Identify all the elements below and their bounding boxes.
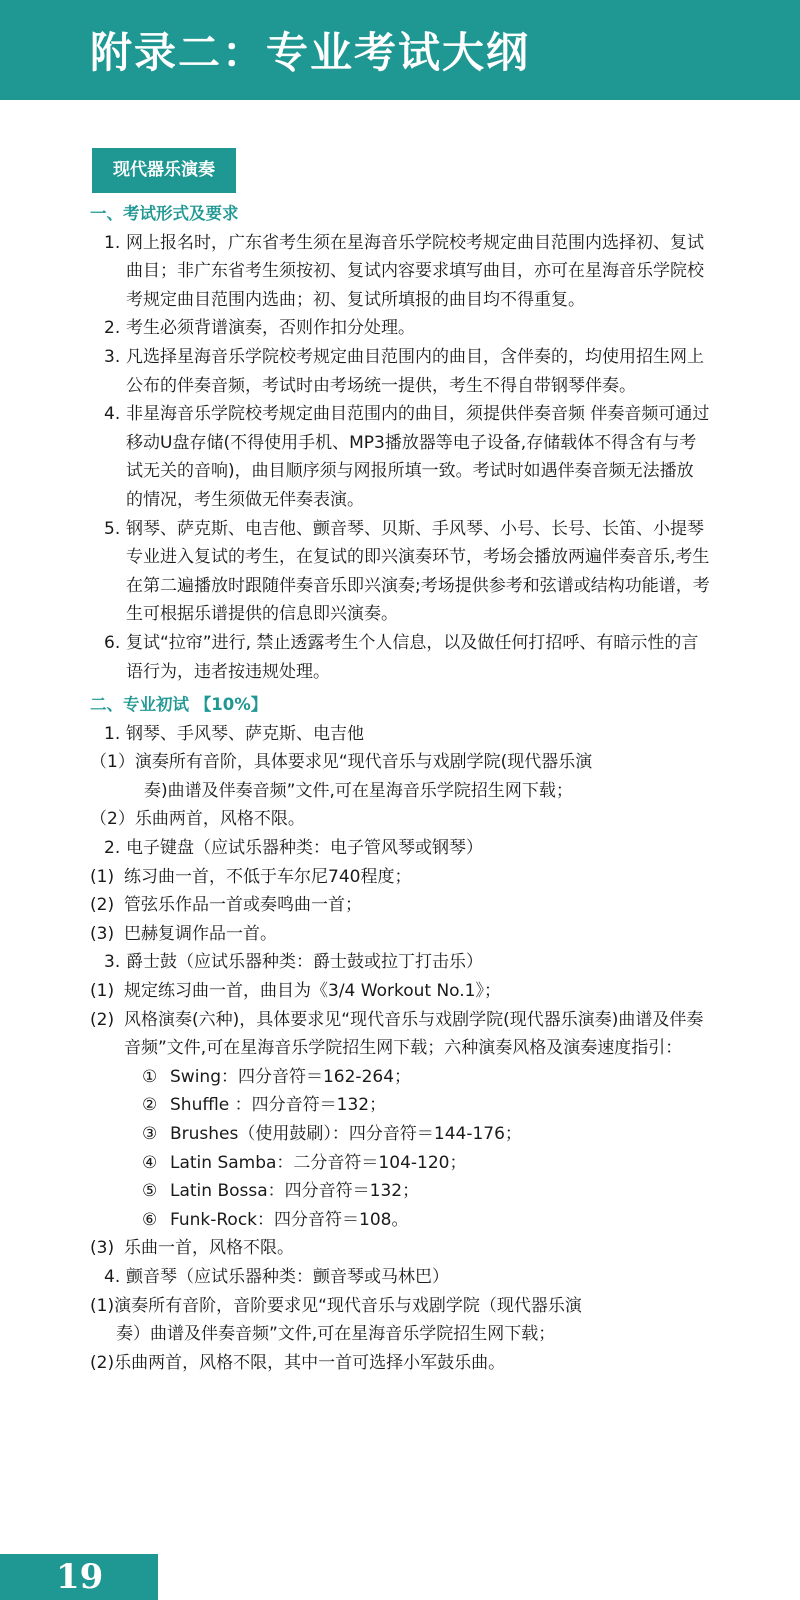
list-item: (2) 乐曲两首，风格不限，其中一首可选择小军鼓乐曲。 — [90, 1352, 506, 1373]
list-item: 6. 复试“拉帘”进行, 禁止透露考生个人信息，以及做任何打招呼、有暗示性的言语行为，违者按违规处理。 — [104, 632, 699, 682]
style-item: ③ Brushes（使用鼓刷）：四分音符＝144-176； — [142, 1124, 522, 1144]
list-item: 3. 凡选择星海音乐学院校考规定曲目范围内的曲目，含伴奏的，均使用招生网上公布的伴奏音频，考试时由考场统一提供，考生不得自带钢琴伴奏。 — [104, 346, 704, 396]
list-item: (3) 巴赫复调作品一首。 — [90, 923, 277, 944]
part2-heading: 二、专业初试 【10%】 — [90, 695, 268, 715]
page-number: 19 — [56, 1557, 104, 1597]
list-item: (2) 管弦乐作品一首或奏鸣曲一首； — [90, 895, 362, 916]
list-item: (3) 乐曲一首，风格不限。 — [90, 1238, 294, 1259]
list-item: （1） 演奏所有音阶，具体要求见“现代音乐与戏剧学院(现代器乐演 — [90, 752, 593, 773]
list-item: (2) 风格演奏(六种)，具体要求见“现代音乐与戏剧学院(现代器乐演奏)曲谱及伴奏音频”文件,可在星海音乐学院招生网下载；六种演奏风格及演奏速度指引： — [90, 1009, 704, 1059]
list-item: （2） 乐曲两首，风格不限。 — [90, 809, 305, 830]
group-title: 2. 电子键盘（应试乐器种类：电子管风琴或钢琴） — [104, 838, 483, 859]
list-item: (1) 规定练习曲一首，曲目为《3/4 Workout No.1》； — [90, 981, 501, 1002]
list-item: 2. 考生必须背谱演奏，否则作扣分处理。 — [104, 318, 415, 339]
style-item: ⑤ Latin Bossa：四分音符＝132； — [142, 1181, 420, 1202]
group-title: 1. 钢琴、手风琴、萨克斯、电吉他 — [104, 723, 364, 744]
section-tag: 现代器乐演奏 — [92, 148, 236, 193]
list-item: 5. 钢琴、萨克斯、电吉他、颤音琴、贝斯、手风琴、小号、长号、长笛、小提琴专业进入复试的考生，在复试的即兴演奏环节，考场会播放两遍伴奏音乐,考生在第二遍播放时跟随伴奏音乐即兴演奏;考场提供参考和弦谱或结构功能谱，考生可根据乐谱提供的信息即兴演奏。 — [104, 518, 710, 625]
style-item: ④ Latin Samba：二分音符＝104-120； — [142, 1152, 467, 1173]
list-item: 4. 非星海音乐学院校考规定曲目范围内的曲目，须提供伴奏音频 伴奏音频可通过移动U盘存储(不得使用手机、MP3播放器等电子设备,存储载体不得含有与考试无关的音响)，曲目顺序须与网报所填一致。考试时如遇伴奏音频无法播放的情况，考生须做无伴奏表演。 — [104, 404, 710, 510]
group-title: 4. 颤音琴（应试乐器种类：颤音琴或马林巴） — [104, 1266, 449, 1287]
page-footer — [0, 1554, 158, 1600]
document-body — [90, 200, 710, 1377]
style-item: ① Swing：四分音符＝162-264； — [142, 1066, 412, 1087]
list-item: (1) 演奏所有音阶，音阶要求见“现代音乐与戏剧学院（现代器乐演 — [90, 1295, 582, 1316]
page-header — [0, 0, 800, 100]
list-item: 1. 网上报名时，广东省考生须在星海音乐学院校考规定曲目范围内选择初、复试曲目；非广东省考生须按初、复试内容要求填写曲目，亦可在星海音乐学院校考规定曲目范围内选曲；初、复试所填报的曲目均不得重复。 — [104, 232, 704, 310]
page-title: 附录二：专业考试大纲 — [90, 28, 531, 77]
style-item: ② Shuffle ：四分音符＝132； — [142, 1095, 387, 1116]
list-item-continuation: 奏）曲谱及伴奏音频”文件,可在星海音乐学院招生网下载； — [116, 1324, 556, 1345]
part1-heading: 一、考试形式及要求 — [90, 204, 239, 223]
list-item: (1) 练习曲一首，不低于车尔尼740程度； — [90, 866, 412, 887]
list-item-continuation: 奏)曲谱及伴奏音频”文件,可在星海音乐学院招生网下载； — [144, 780, 573, 801]
group-title: 3. 爵士鼓（应试乐器种类：爵士鼓或拉丁打击乐） — [104, 952, 483, 973]
style-item: ⑥ Funk-Rock：四分音符＝108。 — [142, 1209, 409, 1230]
